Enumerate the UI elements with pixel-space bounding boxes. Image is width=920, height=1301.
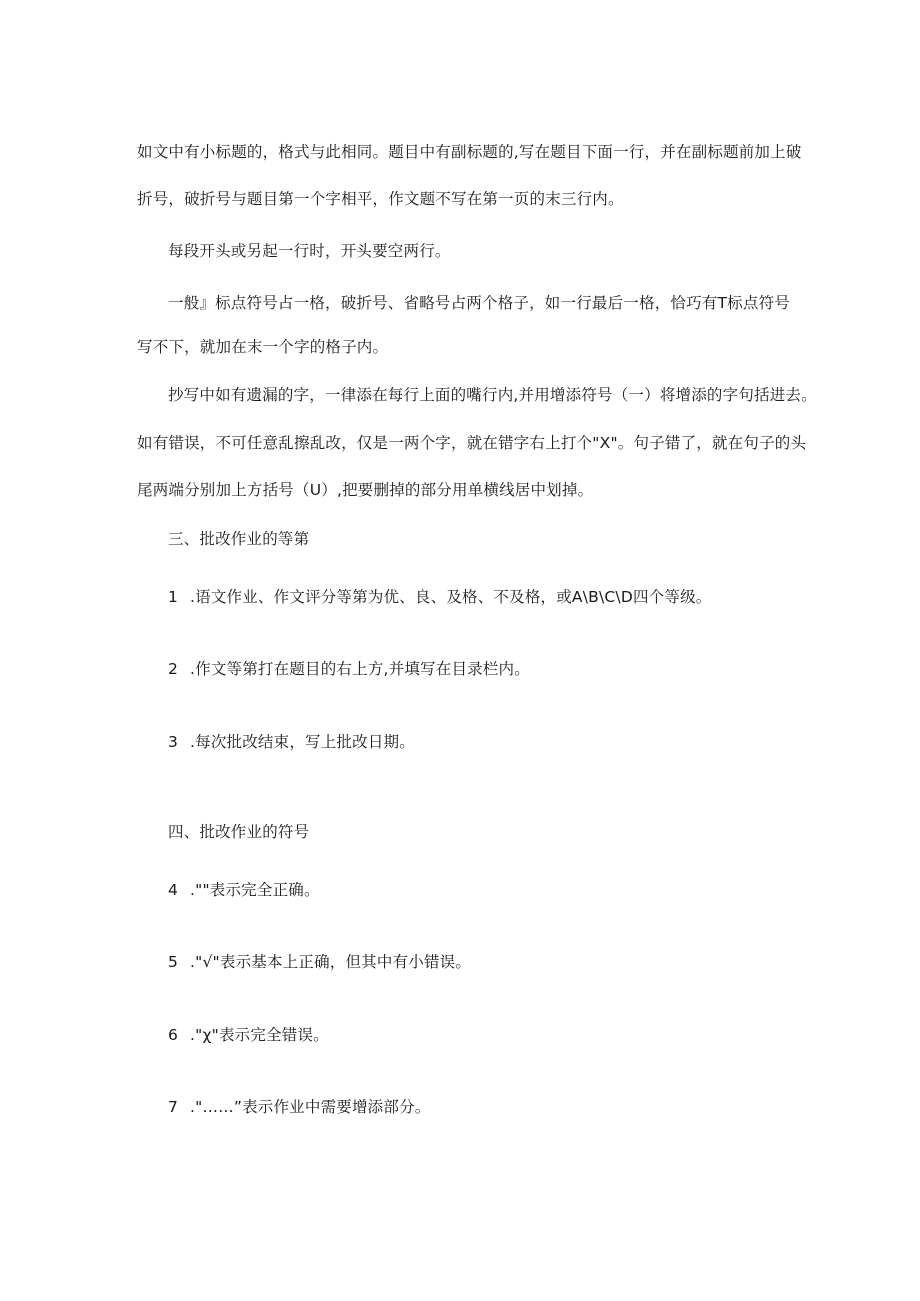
list-item-text: .""表示完全正确。 <box>190 881 320 899</box>
list-item-number: 2 <box>168 660 179 678</box>
paragraph-1-line-1: 如文中有小标题的，格式与此相同。题目中有副标题的,写在题目下面一行，并在副标题前加上破 <box>137 143 802 161</box>
paragraph-4-line-1: 抄写中如有遗漏的字，一律添在每行上面的嘴行内,并用增添符号（一）将增添的字句括进去。 <box>168 386 817 404</box>
list-item <box>168 587 712 607</box>
paragraph-2: 每段开头或另起一行时，开头要空两行。 <box>168 242 451 260</box>
paragraph-4-line-2: 如有错误，不可任意乱擦乱改，仅是一两个字，就在错字右上打个"X"。句子错了，就在句子的头 <box>137 434 807 452</box>
list-item <box>168 659 530 679</box>
list-item-number: 1 <box>168 588 179 606</box>
paragraph-4-line-3: 尾两端分别加上方括号（U）,把要删掉的部分用单横线居中划掉。 <box>137 481 594 499</box>
list-item <box>168 880 320 900</box>
paragraph-3-line-1: 一般』标点符号占一格，破折号、省略号占两个格子，如一行最后一格，恰巧有T标点符号 <box>168 294 790 312</box>
list-item-text: ."√"表示基本上正确，但其中有小错误。 <box>190 953 472 971</box>
list-item-text: .每次批改结束，写上批改日期。 <box>190 733 415 751</box>
list-item <box>168 732 415 752</box>
list-item <box>168 1025 329 1045</box>
list-item-text: ."……”表示作业中需要增添部分。 <box>190 1098 431 1116</box>
paragraph-1-line-2: 折号，破折号与题目第一个字相平，作文题不写在第一页的末三行内。 <box>137 190 624 208</box>
list-item-number: 5 <box>168 953 179 971</box>
list-item-number: 3 <box>168 733 179 751</box>
section-3-heading: 三、批改作业的等第 <box>168 530 310 548</box>
list-item-text: .作文等第打在题目的右上方,并填写在目录栏内。 <box>190 660 530 678</box>
list-item <box>168 1097 431 1117</box>
list-item-number: 6 <box>168 1026 179 1044</box>
section-4-heading: 四、批改作业的符号 <box>168 823 310 841</box>
list-item-text: ."χ"表示完全错误。 <box>190 1026 329 1044</box>
list-item-text: .语文作业、作文评分等第为优、良、及格、不及格，或A\B\C\D四个等级。 <box>190 588 712 606</box>
paragraph-3-line-2: 写不下，就加在末一个字的格子内。 <box>137 338 389 356</box>
list-item-number: 7 <box>168 1098 179 1116</box>
list-item-number: 4 <box>168 881 179 899</box>
list-item <box>168 952 471 972</box>
